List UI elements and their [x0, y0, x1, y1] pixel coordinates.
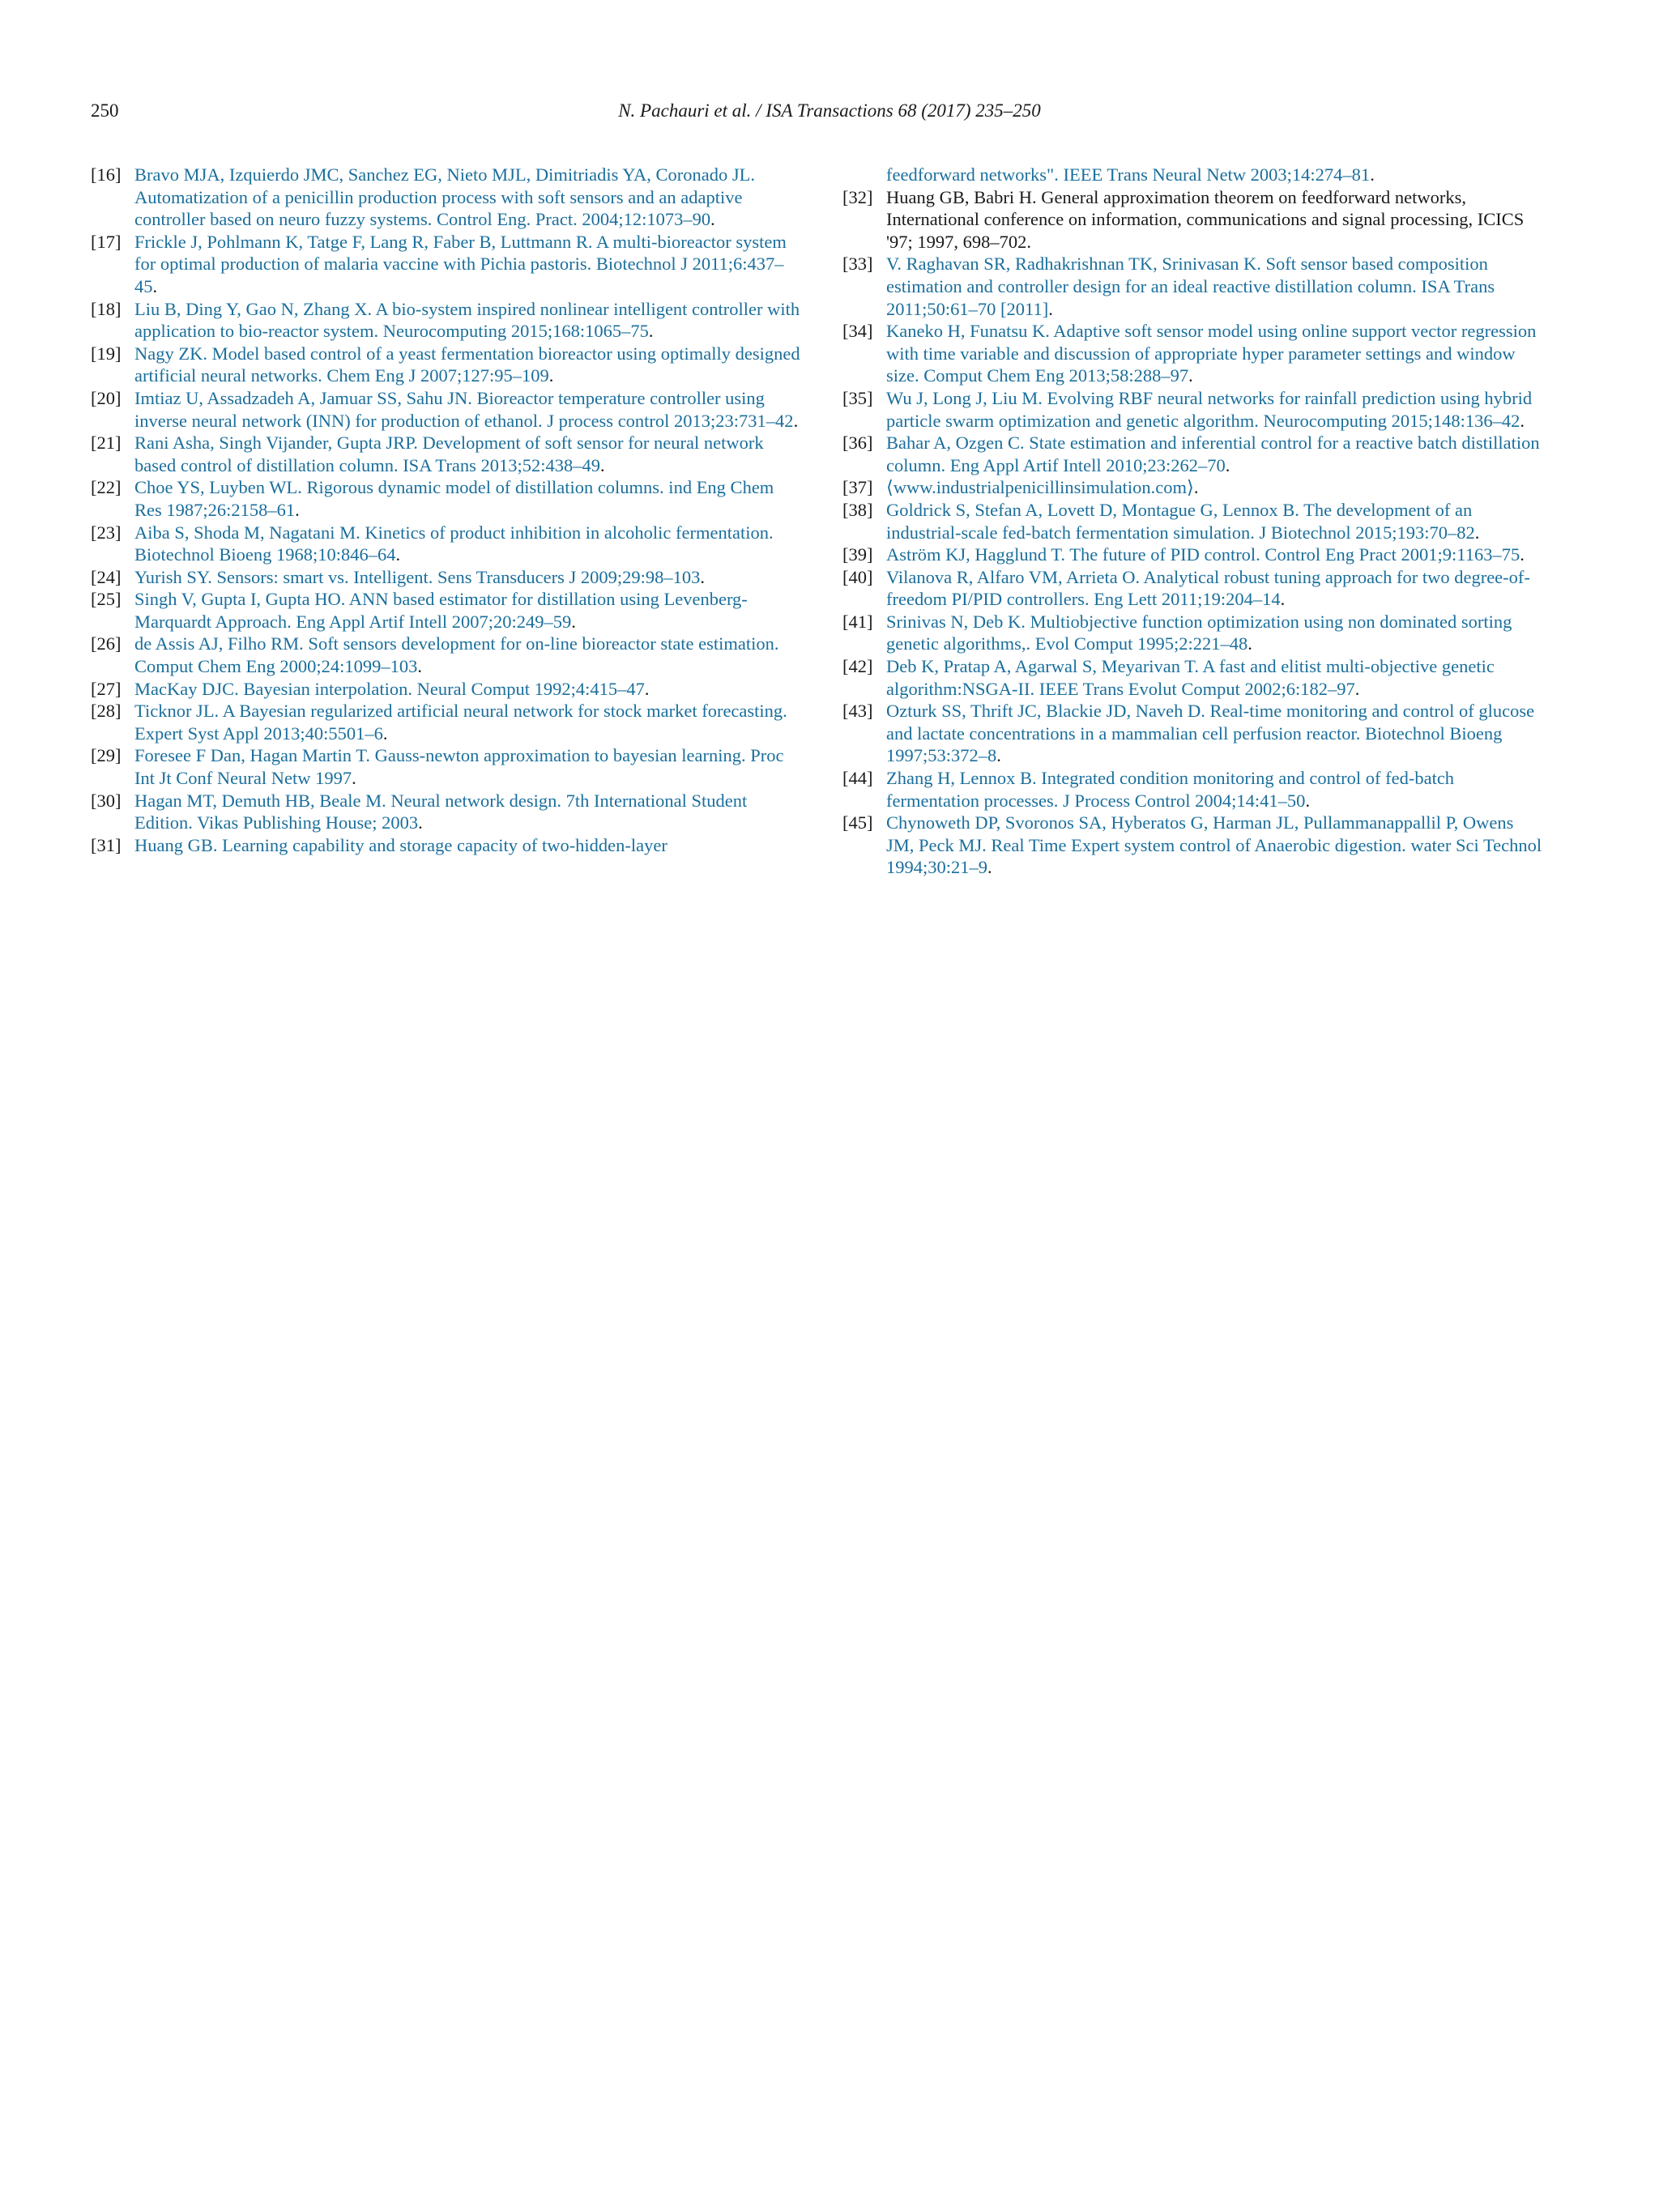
running-head: N. Pachauri et al. / ISA Transactions 68 (2017) 235–250: [618, 100, 1041, 121]
reference-end-punctuation: .: [418, 812, 423, 833]
reference-number: [17]: [91, 231, 122, 252]
reference-link[interactable]: Kaneko H, Funatsu K. Adaptive soft sensor model using online support vector regression with time variable and discussion of appropriate hyper parameter settings and window size. Comput Chem Eng 2013;58:288–97: [886, 321, 1537, 386]
reference-entry: [91, 476, 804, 521]
reference-entry: [842, 320, 1546, 387]
reference-entry: [91, 387, 804, 432]
reference-number: [43]: [842, 701, 873, 722]
reference-entry: [91, 231, 804, 298]
reference-number: [18]: [91, 298, 122, 319]
reference-number: [41]: [842, 611, 873, 632]
reference-end-punctuation: .: [352, 768, 356, 789]
reference-link[interactable]: Aström KJ, Hagglund T. The future of PID control. Control Eng Pract 2001;9:1163–75: [886, 544, 1520, 565]
page-header: [91, 96, 1568, 128]
reference-entry: [842, 253, 1546, 320]
reference-link[interactable]: feedforward networks". IEEE Trans Neural Netw 2003;14:274–81: [886, 164, 1371, 185]
reference-link[interactable]: Srinivas N, Deb K. Multiobjective function optimization using non dominated sorting genetic algorithms,. Evol Comput 1995;2:221–48: [886, 611, 1512, 654]
reference-number: [45]: [842, 812, 873, 833]
reference-number: [32]: [842, 186, 873, 207]
reference-end-punctuation: .: [382, 722, 388, 744]
reference-number: [27]: [91, 678, 122, 699]
reference-end-punctuation: .: [648, 321, 654, 342]
reference-entry: [842, 767, 1546, 812]
reference-end-punctuation: .: [1520, 410, 1525, 431]
reference-end-punctuation: .: [1474, 522, 1480, 543]
reference-entry: [91, 588, 804, 633]
reference-number: [28]: [91, 701, 122, 722]
reference-link[interactable]: Zhang H, Lennox B. Integrated condition monitoring and control of fed-batch fermentation processes. J Process Control 2004;14:41–50: [886, 768, 1455, 811]
reference-link[interactable]: Chynoweth DP, Svoronos SA, Hyberatos G, Harman JL, Pullammanappallil P, Owens JM, Peck MJ. Real Time Expert system control of Anaerobic digestion. water Sci Technol 1994;30:21–9: [886, 812, 1542, 878]
reference-entry: [842, 432, 1546, 476]
reference-end-punctuation: .: [1048, 298, 1053, 319]
reference-number: [16]: [91, 164, 122, 185]
reference-end-punctuation: .: [1520, 544, 1525, 565]
reference-number: [25]: [91, 589, 122, 610]
reference-number: [34]: [842, 321, 873, 342]
reference-link[interactable]: Liu B, Ding Y, Gao N, Zhang X. A bio-system inspired nonlinear intelligent controller with application to bio-reactor system. Neurocomputing 2015;168:1065–75: [134, 298, 800, 342]
reference-entry: [842, 186, 1546, 254]
reference-end-punctuation: .: [1225, 454, 1230, 475]
reference-entry: [91, 834, 804, 857]
reference-link[interactable]: Wu J, Long J, Liu M. Evolving RBF neural networks for rainfall prediction using hybrid particle swarm optimization and genetic algorithm. Neurocomputing 2015;148:136–42: [886, 387, 1533, 431]
reference-entry: [91, 700, 804, 744]
reference-number: [24]: [91, 566, 122, 587]
reference-end-punctuation: .: [1354, 678, 1360, 699]
reference-number: [19]: [91, 343, 122, 364]
reference-end-punctuation: .: [644, 678, 650, 699]
reference-entry: [842, 387, 1546, 432]
reference-entry: [91, 678, 804, 701]
reference-number: [21]: [91, 433, 122, 454]
reference-entry: [842, 499, 1546, 543]
reference-end-punctuation: .: [710, 209, 715, 230]
reference-link[interactable]: Bahar A, Ozgen C. State estimation and inferential control for a reactive batch distillation column. Eng Appl Artif Intell 2010;23:262–70: [886, 433, 1540, 475]
reference-link[interactable]: Nagy ZK. Model based control of a yeast fermentation bioreactor using optimally designed artificial neural networks. Chem Eng J 2007;127:95–109: [134, 343, 800, 386]
reference-link[interactable]: Bravo MJA, Izquierdo JMC, Sanchez EG, Nieto MJL, Dimitriadis YA, Coronado JL. Automatization of a penicillin production process with soft sensors and an adaptive controller based on neuro fuzzy systems. Control Eng. Pract. 2004;12:1073–90: [134, 164, 755, 230]
reference-link[interactable]: Yurish SY. Sensors: smart vs. Intelligent. Sens Transducers J 2009;29:98–103: [134, 566, 701, 587]
reference-end-punctuation: .: [548, 365, 554, 386]
reference-entry: [842, 812, 1546, 879]
references-right-column: [842, 164, 1546, 879]
reference-entry: [91, 522, 804, 566]
reference-entry: [842, 164, 1546, 186]
reference-entry: [91, 164, 804, 231]
reference-number: [29]: [91, 745, 122, 766]
reference-number: [44]: [842, 768, 873, 789]
reference-number: [30]: [91, 790, 122, 811]
reference-end-punctuation: .: [395, 544, 401, 565]
reference-end-punctuation: .: [600, 454, 605, 475]
reference-end-punctuation: .: [152, 275, 158, 296]
reference-number: [40]: [842, 566, 873, 587]
page-number: 250: [91, 100, 119, 121]
reference-entry: [842, 543, 1546, 566]
reference-link[interactable]: Choe YS, Luyben WL. Rigorous dynamic model of distillation columns. ind Eng Chem Res 1987;26:2158–61: [134, 477, 774, 520]
reference-end-punctuation: .: [700, 566, 705, 587]
reference-entry: [91, 633, 804, 677]
reference-link[interactable]: Huang GB. Learning capability and storage capacity of two-hidden-layer: [134, 834, 667, 855]
reference-link[interactable]: ⟨www.industrialpenicillinsimulation.com⟩: [886, 477, 1194, 498]
reference-link[interactable]: Ozturk SS, Thrift JC, Blackie JD, Naveh D. Real-time monitoring and control of glucose and lactate concentrations in a mammalian cell perfusion reactor. Biotechnol Bioeng 1997;53:372–8: [886, 701, 1535, 766]
reference-link[interactable]: de Assis AJ, Filho RM. Soft sensors development for on-line bioreactor state estimation. Comput Chem Eng 2000;24:1099–103: [134, 633, 779, 677]
reference-link[interactable]: Foresee F Dan, Hagan Martin T. Gauss-newton approximation to bayesian learning. Proc Int Jt Conf Neural Netw 1997: [134, 745, 784, 789]
reference-end-punctuation: .: [1305, 790, 1311, 811]
reference-link[interactable]: Goldrick S, Stefan A, Lovett D, Montague G, Lennox B. The development of an industrial-scale fed-batch fermentation simulation. J Biotechnol 2015;193:70–82: [886, 499, 1475, 543]
reference-end-punctuation: .: [1280, 589, 1286, 610]
reference-number: [38]: [842, 499, 873, 520]
reference-number: [26]: [91, 633, 122, 654]
reference-entry: [842, 655, 1546, 700]
reference-number: [42]: [842, 656, 873, 677]
reference-link[interactable]: MacKay DJC. Bayesian interpolation. Neural Comput 1992;4:415–47: [134, 678, 645, 699]
reference-end-punctuation: .: [417, 656, 423, 677]
reference-link[interactable]: Frickle J, Pohlmann K, Tatge F, Lang R, Faber B, Luttmann R. A multi-bioreactor system for optimal production of malaria vaccine with Pichia pastoris. Biotechnol J 2011;6:437–45: [134, 231, 787, 296]
reference-entry: [91, 343, 804, 387]
reference-text: Huang GB, Babri H. General approximation theorem on feedforward networks, International conference on information, communications and signal processing, ICICS '97; 1997, 698–702.: [886, 186, 1525, 252]
reference-end-punctuation: .: [1188, 365, 1193, 386]
reference-entry: [842, 611, 1546, 655]
reference-end-punctuation: .: [987, 857, 992, 878]
reference-number: [36]: [842, 433, 873, 454]
reference-number: [31]: [91, 834, 122, 855]
reference-end-punctuation: .: [295, 499, 300, 520]
reference-number: [37]: [842, 477, 873, 498]
reference-link[interactable]: Imtiaz U, Assadzadeh A, Jamuar SS, Sahu JN. Bioreactor temperature controller using inverse neural network (INN) for production of ethanol. J process control 2013;23:731–42: [134, 387, 794, 431]
references-left-column: [91, 164, 804, 856]
reference-number: [35]: [842, 387, 873, 408]
reference-link[interactable]: Aiba S, Shoda M, Nagatani M. Kinetics of product inhibition in alcoholic fermentation. Biotechnol Bioeng 1968;10:846–64: [134, 522, 774, 565]
reference-link[interactable]: Deb K, Pratap A, Agarwal S, Meyarivan T. A fast and elitist multi-objective genetic algorithm:NSGA-II. IEEE Trans Evolut Comput 2002;6:182–97: [886, 656, 1495, 699]
reference-link[interactable]: Hagan MT, Demuth HB, Beale M. Neural network design. 7th International Student Edition. Vikas Publishing House; 2003: [134, 790, 748, 833]
reference-end-punctuation: .: [1247, 633, 1252, 654]
reference-entry: [91, 790, 804, 834]
reference-link[interactable]: Vilanova R, Alfaro VM, Arrieta O. Analytical robust tuning approach for two degree-of-freedom PI/PID controllers. Eng Lett 2011;19:204–14: [886, 566, 1530, 610]
reference-number: [22]: [91, 477, 122, 498]
reference-entry: [842, 700, 1546, 767]
reference-link[interactable]: Ticknor JL. A Bayesian regularized artificial neural network for stock market forecasting. Expert Syst Appl 2013;40:5501–6: [134, 701, 787, 744]
reference-end-punctuation: .: [996, 745, 1001, 766]
reference-number: [20]: [91, 387, 122, 408]
reference-entry: [842, 476, 1546, 499]
reference-entry: [91, 566, 804, 589]
reference-entry: [842, 566, 1546, 611]
reference-end-punctuation: .: [571, 611, 576, 632]
reference-entry: [91, 298, 804, 343]
reference-entry: [91, 744, 804, 789]
reference-number: [33]: [842, 254, 873, 275]
reference-number: [23]: [91, 522, 122, 543]
reference-end-punctuation: .: [793, 410, 799, 431]
reference-link[interactable]: Singh V, Gupta I, Gupta HO. ANN based estimator for distillation using Levenberg-Marquardt Approach. Eng Appl Artif Intell 2007;20:249–59: [134, 589, 748, 632]
reference-entry: [91, 432, 804, 476]
reference-link[interactable]: Rani Asha, Singh Vijander, Gupta JRP. Development of soft sensor for neural network based control of distillation column. ISA Trans 2013;52:438–49: [134, 433, 764, 475]
reference-number: [39]: [842, 544, 873, 565]
reference-end-punctuation: .: [1370, 164, 1375, 185]
reference-end-punctuation: .: [1193, 477, 1199, 498]
reference-link[interactable]: V. Raghavan SR, Radhakrishnan TK, Srinivasan K. Soft sensor based composition estimation and controller design for an ideal reactive distillation column. ISA Trans 2011;50:61–70 [2011]: [886, 254, 1495, 319]
